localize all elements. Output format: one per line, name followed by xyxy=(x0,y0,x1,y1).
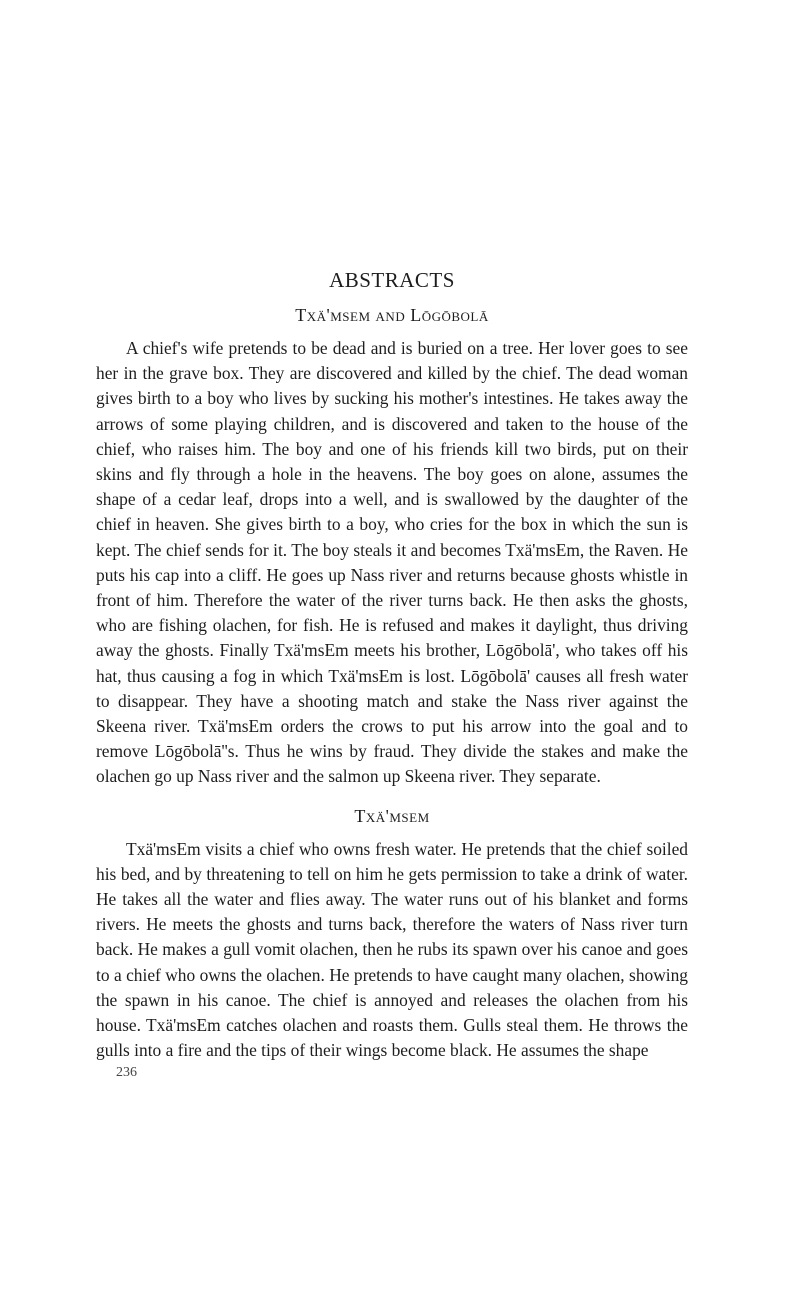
abstract-paragraph: Txä'msEm visits a chief who owns fresh water. He pretends that the chief soiled his bed, and by threatening to tell on him he gets permission to take a drink of water. He takes all the water and flies away. The water runs out of his blanket and forms rivers. He meets the ghosts and turns back, therefore the waters of Nass river turn back. He makes a gull vomit olachen, then he rubs its spawn over his canoe and goes to a chief who owns the olachen. He pretends to have caught many olachen, showing the spawn in his canoe. The chief is annoyed and releases the olachen from his house. Txä'msEm catches olachen and roasts them. Gulls steal them. He throws the gulls into a fire and the tips of their wings become black. He assumes the shape xyxy=(96,838,688,1061)
section-title: Txä'msem and Lōgōbolā xyxy=(295,305,489,325)
book-page xyxy=(96,268,688,1081)
running-head: ABSTRACTS xyxy=(329,268,455,292)
abstract-paragraph: A chief's wife pretends to be dead and is buried on a tree. Her lover goes to see her in the grave box. They are discovered and killed by the chief. The dead woman gives birth to a boy who lives by sucking his mother's intestines. He takes away the arrows of some playing children, and is discovered and taken to the house of the chief, who raises him. The boy and one of his friends kill two birds, put on their skins and fly through a hole in the heavens. The boy goes on alone, assumes the shape of a cedar leaf, drops into a well, and is swallowed by the daughter of the chief in heaven. She gives birth to a boy, who cries for the box in which the sun is kept. The chief sends for it. The boy steals it and becomes Txä'msEm, the Raven. He puts his cap into a cliff. He goes up Nass river and returns because ghosts whistle in front of him. Therefore the water of the river turns back. He then asks the ghosts, who are fishing olachen, for fish. He is refused and makes it daylight, thus driving away the ghosts. Finally Txä'msEm meets his brother, Lōgōbolā', who takes off his hat, thus causing a fog in which Txä'msEm is lost. Lōgōbolā' causes all fresh water to disappear. They have a shooting match and stake the Nass river against the Skeena river. Txä'msEm orders the crows to put his arrow into the goal and to remove Lōgōbolā''s. Thus he wins by fraud. They divide the stakes and make the olachen go up Nass river and the salmon up Skeena river. They separate. xyxy=(96,338,688,787)
page-number: 236 xyxy=(116,1065,137,1081)
section-title: Txä'msem xyxy=(354,805,430,826)
